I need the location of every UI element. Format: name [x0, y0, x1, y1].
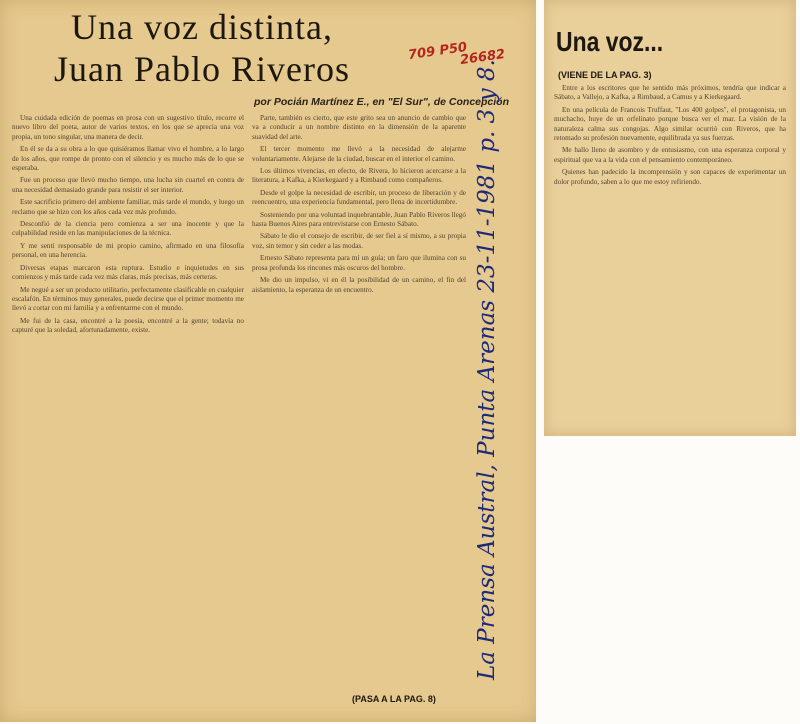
article-headline	[54, 6, 350, 90]
handwritten-note	[474, 59, 514, 680]
headline-line-2: Juan Pablo Riveros	[54, 49, 350, 89]
headline-line-1: Una voz distinta,	[71, 7, 333, 47]
continuation-from-label: (VIENE DE LA PAG. 3)	[558, 70, 652, 80]
handwritten-note-text: La Prensa Austral, Punta Arenas 23-11-1981 p. 3 y 8.	[474, 59, 500, 680]
article-column-1: Una cuidada edición de poemas en prosa con un sugestivo título, recorre el nuevo libro del poeta, autor de varios textos, en los que se aprecia una voz propia, un tono singular, una manera de decir. En él se da a su obra a lo que quisiéramos llamar vivo el hombre, a lo largo de los años, que rompe de pronto con el silencio y es mucho más de lo que se esperaba. Fue un proceso que llevó mucho tiempo, una lucha sin cuartel en contra de una necesidad demasiado grande para resistir el ser interior. Este sacrificio primero del ambiente familiar, más tarde el mundo, y luego un reclamo que se hizo con los años cada vez más profundo. Desconfió de la ciencia pero comienza a ser una inocente y que la culpabilidad reside en las manipulaciones de la técnica. Y me sentí responsable de mi propio camino, afirmado en una filosofía personal, en una herencia. Diversas etapas marcaron esta ruptura. Estudio e inquietudes en sus comienzos y más tarde cada vez más claras, más precisas, más certeras. Me negué a ser un producto utilitario, perfectamente clasificable en cualquier escalafón. En términos muy generales, puede decirse que el primer momento me llevó a cortar con mi familia y a enfrentarme con el mundo. Me fui de la casa, encontré a la poesía, encontré a la gente; todavía no capturé que la soledad, afortunadamente, existe.	[12, 114, 244, 335]
continuation-heading: Una voz...	[556, 26, 664, 57]
stamp-number-1: 709 P50	[407, 39, 469, 64]
continuation-clipping	[544, 0, 796, 436]
continued-label: (PASA A LA PAG. 8)	[352, 694, 436, 704]
stamp-number-2: 26682	[459, 46, 507, 69]
article-column-2: Parte, también es cierto, que este grito sea un anuncio de cambio que va a conducir a un nombre distinto en la dimensión de la aparente suavidad del arte. El tercer momento me llevó a la necesidad de alejarme voluntariamente. Alejarse de la ciudad, buscar en el interior el camino. Los últimos vivencias, en efecto, de Rivera, lo hicieron acercarse a la literatura, a Kafka, a Kierkegaard y a Rimbaud como compañeros. Desde el golpe la necesidad de escribir, un proceso de liberación y de reencuentro, una experiencia fundamental, pero llena de incertidumbre. Sosteniendo por una voluntad inquebrantable, Juan Pablo Riveros llegó hasta Buenos Aires para entrevistarse con Ernesto Sábato. Sábato le dio el consejo de escribir, de ser fiel a sí mismo, a su propia voz, sin temor y sin ceder a las modas. Ernesto Sábato representa para mí un guía; un faro que ilumina con su prosa profunda los rincones más oscuros del hombre. Me dio un impulso, vi en él la posibilidad de un camino, el fin del aislamiento, la esperanza de un encuentro.	[252, 114, 466, 294]
continuation-column: Entre a los escritores que he sentido más próximos, tendría que indicar a Sábato, a Vallejo, a Kafka, a Rimbaud, a Camus y a Kierkegaard. En una película de Francois Truffaut, "Los 400 golpes", el protagonista, un muchacho, huye de un orfelinato porque busca ver el mar. La visión de la naturaleza calma sus congojas. Algo similar ocurrió con Riveros, que ha retomado su profesión nuevamente, equilibrada ya sus fuerzas. Me hallo lleno de asombro y de entusiasmo, con una esperanza corporal y espiritual que va a la vida con el pensamiento contemporáneo. Quienes han padecido la incomprensión y son capaces de experimentar un dolor profundo, saben a lo que me estoy refiriendo.	[554, 84, 786, 186]
article-byline: por Pocián Martínez E., en "El Sur", de Concepción	[254, 96, 509, 108]
clipping-gap	[536, 0, 544, 724]
